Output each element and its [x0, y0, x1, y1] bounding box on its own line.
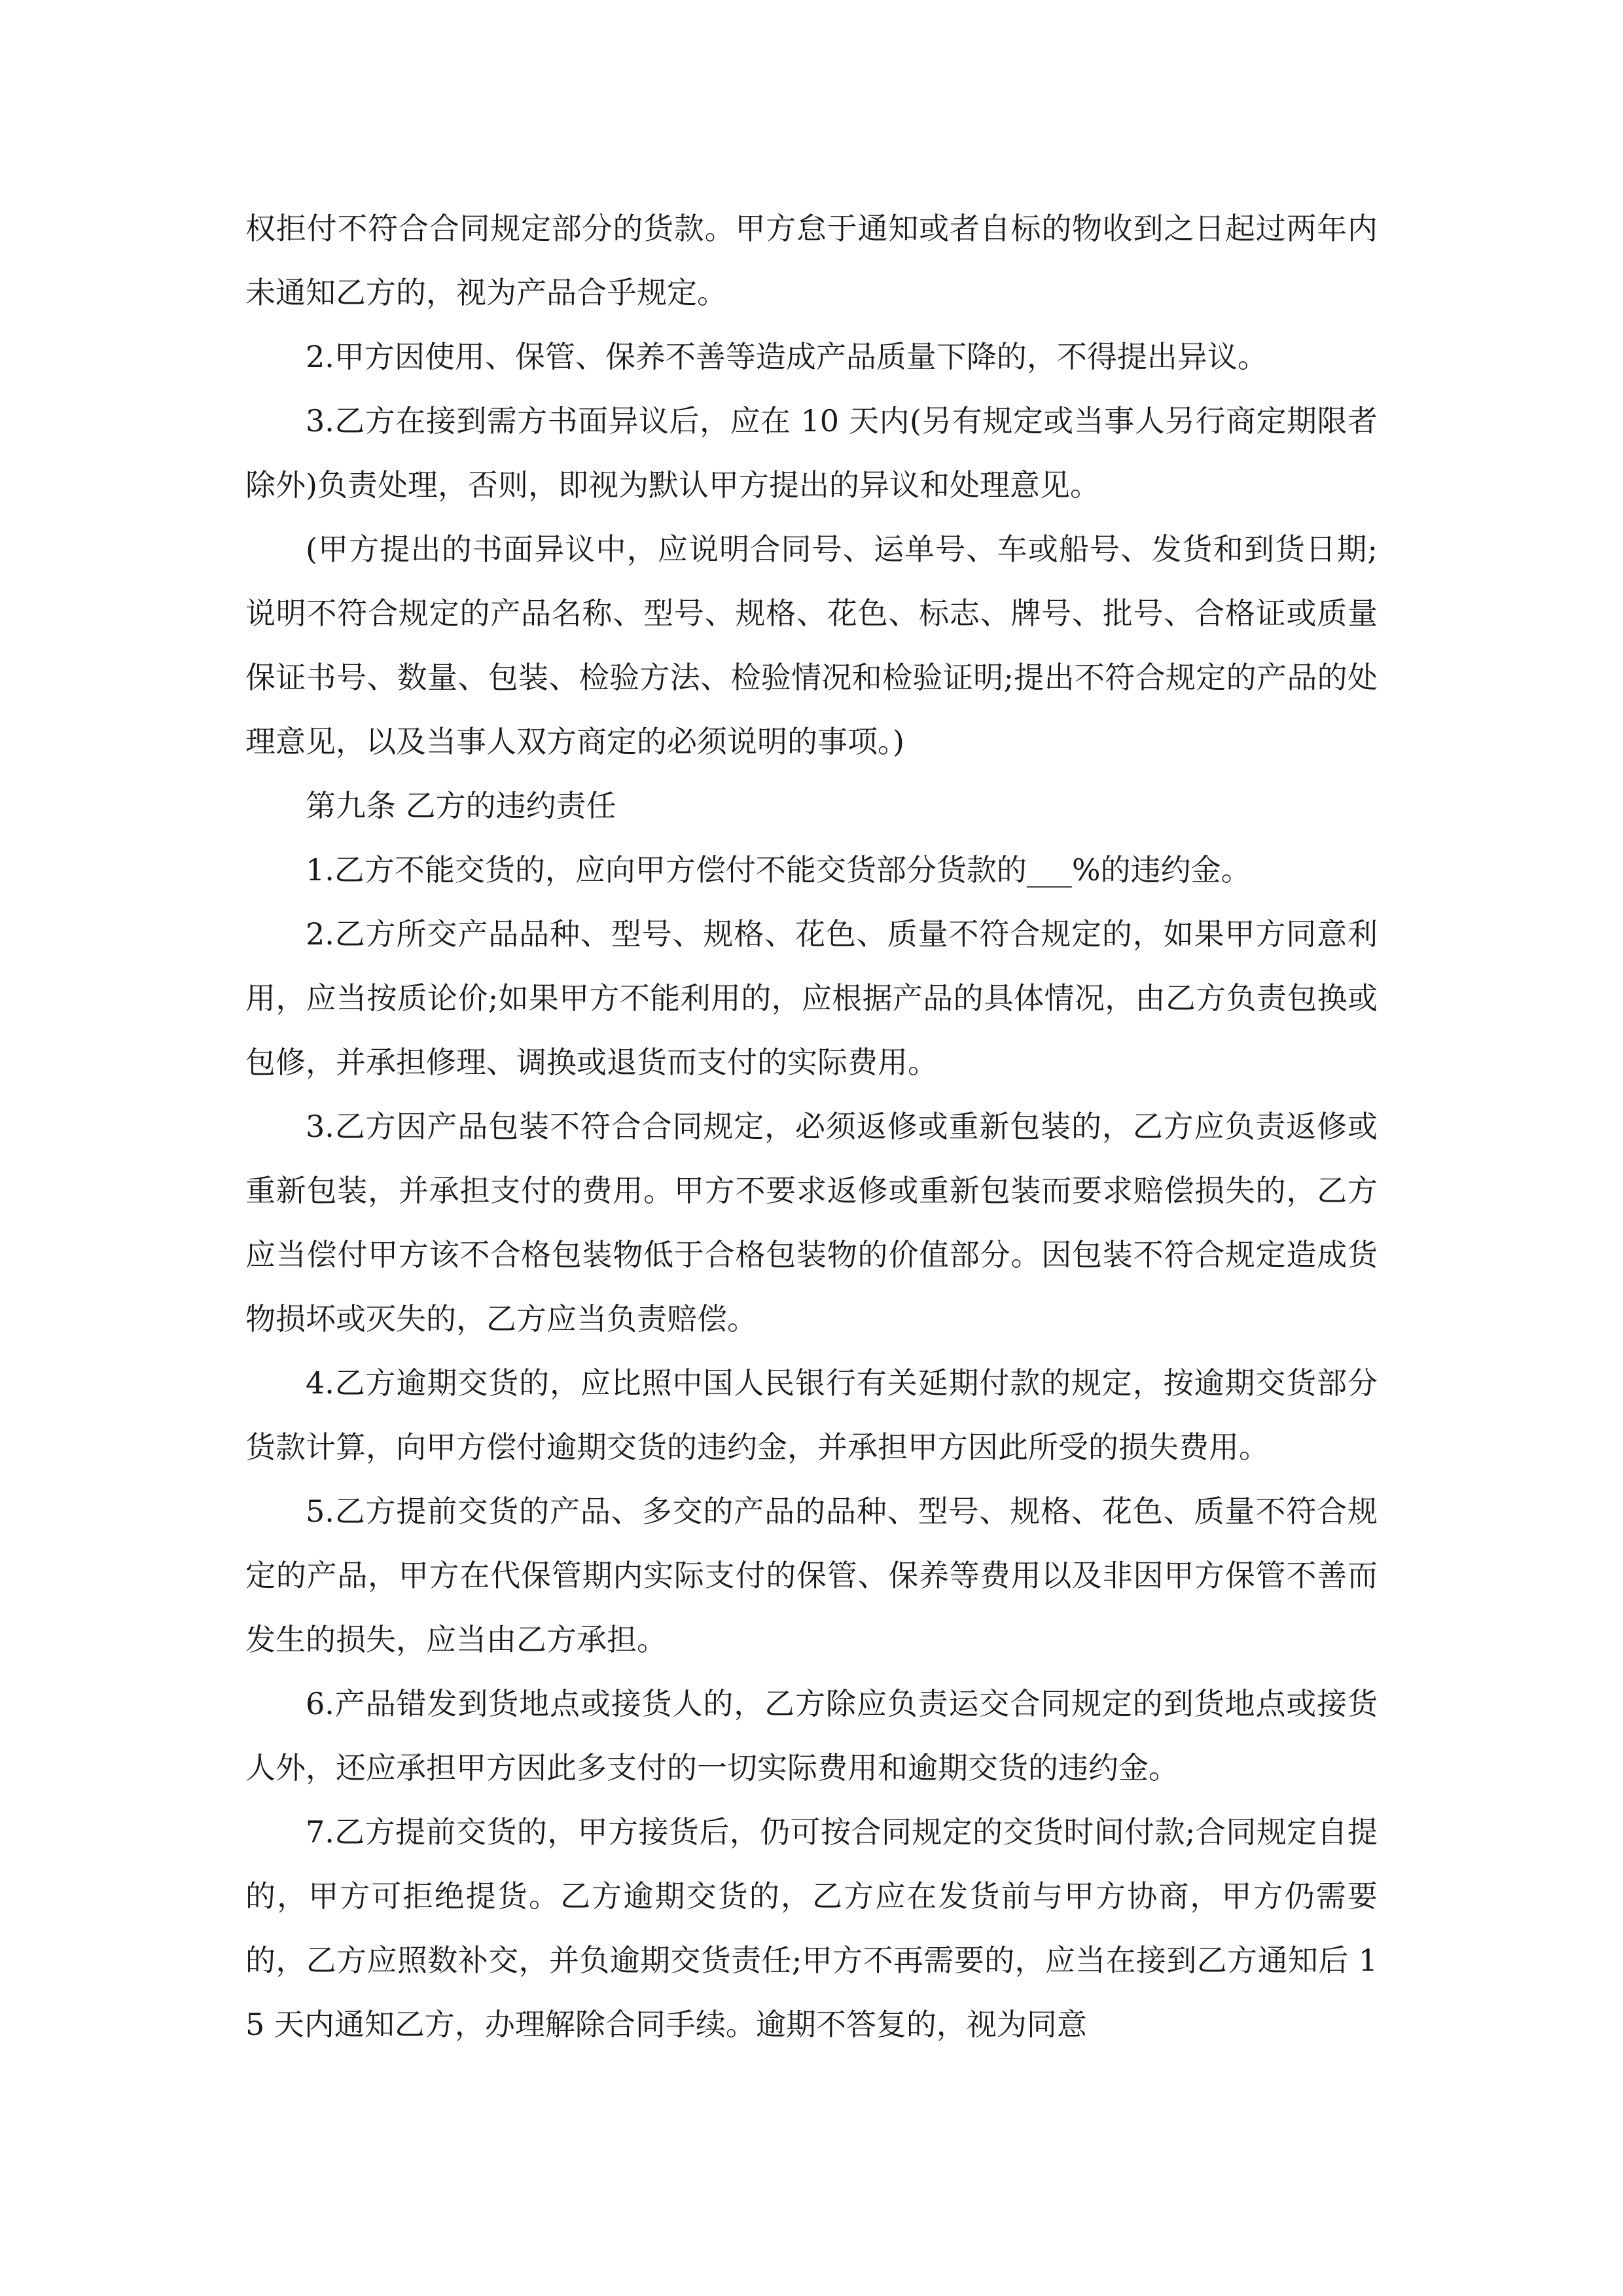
paragraph-clause-2: 2.甲方因使用、保管、保养不善等造成产品质量下降的，不得提出异议。: [306, 339, 1268, 374]
paragraph-liability-7: 7.乙方提前交货的，甲方接货后，仍可按合同规定的交货时间付款;合同规定自提的，甲方可拒绝提货。乙方逾期交货的，乙方应在发货前与甲方协商，甲方仍需要的，乙方应照数补交，并负逾期交货责任;甲方不再需要的，应当在接到乙方通知后 15 天内通知乙方，办理解除合同手续。逾期不答复的，视为同意: [245, 1814, 1378, 2042]
paragraph-liability-2: 2.乙方所交产品品种、型号、规格、花色、质量不符合规定的，如果甲方同意利用，应当按质论价;如果甲方不能利用的，应根据产品的具体情况，由乙方负责包换或包修，并承担修理、调换或退货而支付的实际费用。: [245, 916, 1378, 1080]
paragraph-liability-5: 5.乙方提前交货的产品、多交的产品的品种、型号、规格、花色、质量不符合规定的产品，甲方在代保管期内实际支付的保管、保养等费用以及非因甲方保管不善而发生的损失，应当由乙方承担。: [245, 1494, 1378, 1657]
section-heading-article-9: 第九条 乙方的违约责任: [306, 788, 616, 823]
paragraph-liability-1: 1.乙方不能交货的，应向甲方偿付不能交货部分货款的___%的违约金。: [306, 852, 1251, 888]
paragraph-liability-4: 4.乙方逾期交货的，应比照中国人民银行有关延期付款的规定，按逾期交货部分货款计算，向甲方偿付逾期交货的违约金，并承担甲方因此所受的损失费用。: [245, 1365, 1378, 1465]
paragraph-objection-note: (甲方提出的书面异议中，应说明合同号、运单号、车或船号、发货和到货日期;说明不符合规定的产品名称、型号、规格、花色、标志、牌号、批号、合格证或质量保证书号、数量、包装、检验方法、检验情况和检验证明;提出不符合规定的产品的处理意见，以及当事人双方商定的必须说明的事项。): [245, 531, 1378, 759]
paragraph-clause-3: 3.乙方在接到需方书面异议后，应在 10 天内(另有规定或当事人另行商定期限者除外)负责处理，否则，即视为默认甲方提出的异议和处理意见。: [245, 403, 1378, 503]
document-body: [245, 196, 1378, 2056]
paragraph-continuation: 权拒付不符合合同规定部分的货款。甲方怠于通知或者自标的物收到之日起过两年内未通知乙方的，视为产品合乎规定。: [245, 211, 1378, 310]
paragraph-liability-6: 6.产品错发到货地点或接货人的，乙方除应负责运交合同规定的到货地点或接货人外，还应承担甲方因此多支付的一切实际费用和逾期交货的违约金。: [245, 1686, 1378, 1785]
paragraph-liability-3: 3.乙方因产品包装不符合合同规定，必须返修或重新包装的，乙方应负责返修或重新包装，并承担支付的费用。甲方不要求返修或重新包装而要求赔偿损失的，乙方应当偿付甲方该不合格包装物低于合格包装物的价值部分。因包装不符合规定造成货物损坏或灭失的，乙方应当负责赔偿。: [245, 1109, 1378, 1336]
